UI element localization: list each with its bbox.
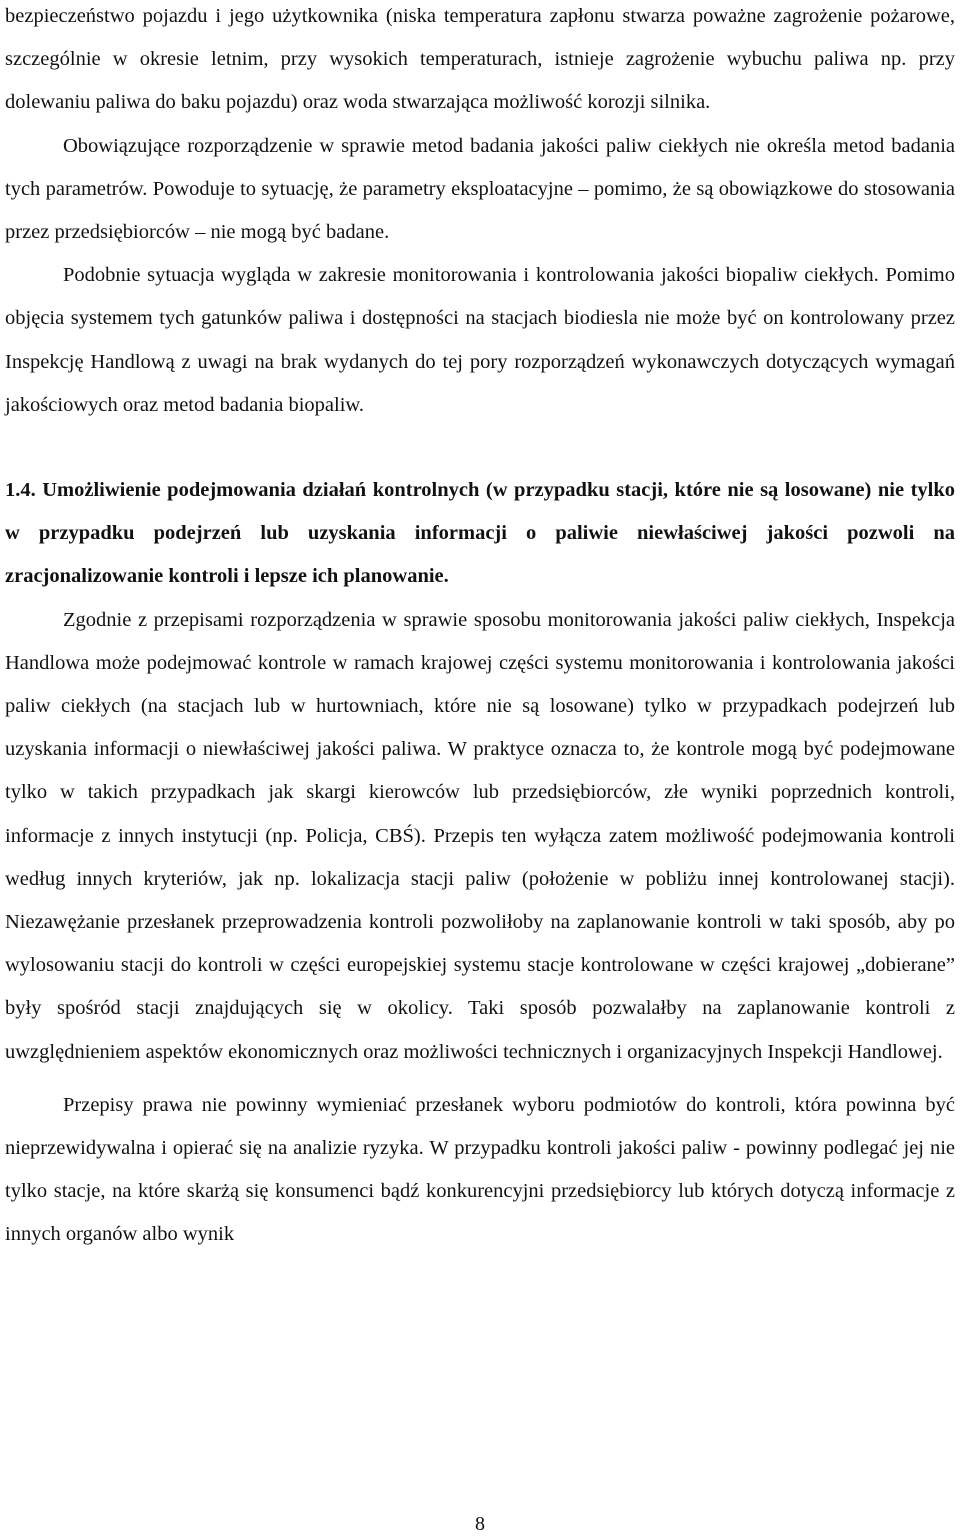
page-number: 8: [475, 1513, 485, 1535]
document-page: [5, 0, 955, 1257]
paragraph-2: Obowiązujące rozporządzenie w sprawie metod badania jakości paliw ciekłych nie określa metod badania tych parametrów. Powoduje to sytuację, że parametry eksploatacyjne – pomimo, że są obowiązkowe do stosowania przez przedsiębiorców – nie mogą być badane.: [5, 134, 955, 244]
paragraph-1: bezpieczeństwo pojazdu i jego użytkownika (niska temperatura zapłonu stwarza poważne zagrożenie pożarowe, szczególnie w okresie letnim, przy wysokich temperaturach, istnieje zagrożenie wybuchu paliwa np. przy dolewaniu paliwa do baku pojazdu) oraz woda stwarzająca możliwość korozji silnika.: [5, 5, 955, 114]
paragraph-3: Podobnie sytuacja wygląda w zakresie monitorowania i kontrolowania jakości biopaliw ciekłych. Pomimo objęcia systemem tych gatunków paliwa i dostępności na stacjach biodiesla nie może być on kontrolowany przez Inspekcję Handlową z uwagi na brak wydanych do tej pory rozporządzeń wykonawczych dotyczących wymagań jakościowych oraz metod badania biopaliw.: [5, 264, 955, 416]
section-heading: 1.4. Umożliwienie podejmowania działań kontrolnych (w przypadku stacji, które nie są losowane) nie tylko w przypadku podejrzeń lub uzyskania informacji o paliwie niewłaściwej jakości pozwoli na zracjonalizowanie kontroli i lepsze ich planowanie.: [5, 479, 955, 588]
paragraph-5: Przepisy prawa nie powinny wymieniać przesłanek wyboru podmiotów do kontroli, która powinna być nieprzewidywalna i opierać się na analizie ryzyka. W przypadku kontroli jakości paliw - powinny podlegać jej nie tylko stacje, na które skarżą się konsumenci bądź konkurencyjni przedsiębiorcy lub których dotyczą informacje z innych organów albo wynik: [5, 1093, 955, 1246]
paragraph-4: Zgodnie z przepisami rozporządzenia w sprawie sposobu monitorowania jakości paliw ciekłych, Inspekcja Handlowa może podejmować kontrole w ramach krajowej części systemu monitorowania i kontrolowania jakości paliw ciekłych (na stacjach lub w hurtowniach, które nie są losowane) tylko w przypadkach podejrzeń lub uzyskania informacji o niewłaściwej jakości paliwa. W praktyce oznacza to, że kontrole mogą być podejmowane tylko w takich przypadkach jak skargi kierowców lub przedsiębiorców, złe wyniki poprzednich kontroli, informacje z innych instytucji (np. Policja, CBŚ). Przepis ten wyłącza zatem możliwość podejmowania kontroli według innych kryteriów, jak np. lokalizacja stacji paliw (położenie w pobliżu innej kontrolowanej stacji). Niezawężanie przesłanek przeprowadzenia kontroli pozwoliłoby na zaplanowanie kontroli w taki sposób, aby po wylosowaniu stacji do kontroli w części europejskiej systemu stacje kontrolowane w części krajowej „dobierane” były spośród stacji znajdujących się w okolicy. Taki sposób pozwalałby na zaplanowanie kontroli z uwzględnieniem aspektów ekonomicznych oraz możliwości technicznych i organizacyjnych Inspekcji Handlowej.: [5, 608, 955, 1063]
